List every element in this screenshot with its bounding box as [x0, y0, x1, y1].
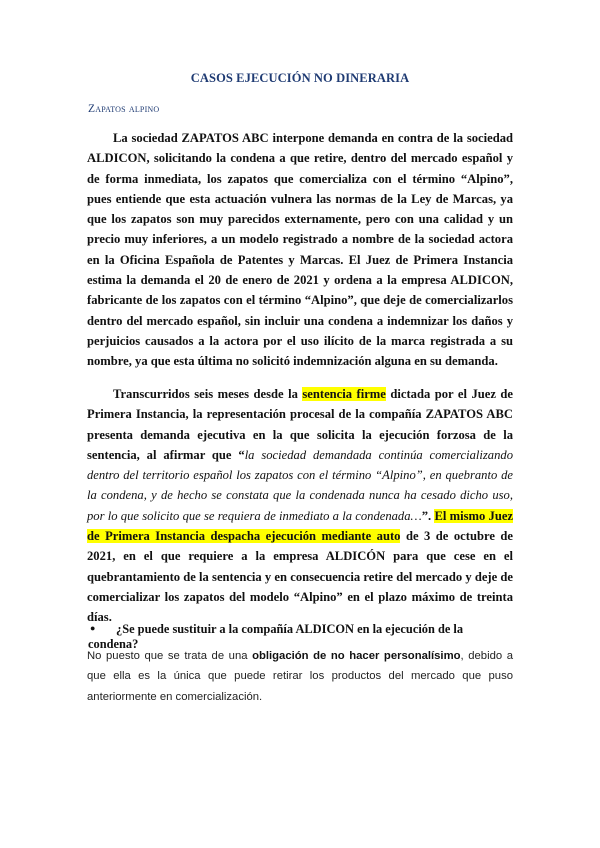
paragraph-2-text-4: de 3 de octubre de 2021, en el que requiere a la empresa ALDICÓN para que cese en el quebrantamiento de la sentencia y en consecuencia retire del mercado y deje de comercializar los zapatos del modelo “Alpino” en el plazo máximo de treinta días. [87, 529, 513, 625]
case-paragraph-1: La sociedad ZAPATOS ABC interpone demanda en contra de la sociedad ALDICON, solicitando la condena a que retire, dentro del mercado español y de forma inmediata, los zapatos que comercializa con el término “Alpino”, pues entiende que esta actuación vulnera las normas de la Ley de Marcas, ya que los zapatos son muy parecidos externamente, pero con una calidad y un precio muy inferiores, a un modelo registrado a nombre de la sociedad actora en la Oficina Española de Patentes y Marcas. El Juez de Primera Instancia estima la demanda el 20 de enero de 2021 y ordena a la empresa ALDICON, fabricante de los zapatos con el término “Alpino”, que deje de comercializarlos dentro del mercado español, sin incluir una condena a indemnizar los daños y perjuicios causados a la actora por el uso ilícito de la marca registrada a su nombre, ya que esta última no solicitó indemnización alguna en su demanda. [87, 131, 513, 369]
case-subtitle: Zapatos alpino [88, 103, 160, 115]
answer-bold: obligación de no hacer personalísimo [252, 650, 461, 662]
paragraph-2-text-3: ”. [421, 508, 435, 523]
case-paragraph-2 [87, 384, 513, 628]
answer-text-2: , debido a que ella es la única que puede retirar los productos del mercado que puso anteriormente en comercialización. [87, 650, 513, 703]
highlight-sentencia-firme: sentencia firme [302, 387, 386, 401]
paragraph-2-quote: la sociedad demandada continúa comercializando dentro del territorio español los zapatos con el término “Alpino”, en quebranto de la condena, y de hecho se constata que la condenada nunca ha cesado dicho uso, por lo que solicito que se requiera de inmediato a la condenada… [87, 447, 513, 523]
answer-text-1: No puesto que se trata de una [87, 650, 253, 662]
paragraph-2-text-2: dictada por el Juez de Primera Instancia, la representación procesal de la compañía ZAPATOS ABC presenta demanda ejecutiva en la que solicita la ejecución forzosa de la sentencia, al afirmar que “ [87, 387, 513, 462]
paragraph-2-text-1: Transcurridos seis meses desde la [113, 387, 303, 401]
answer-paragraph [87, 646, 513, 707]
bullet-icon: ● [90, 623, 96, 633]
question-text: ¿Se puede sustituir a la compañía ALDICON en la ejecución de la condena? [88, 622, 464, 651]
highlight-despacha-ejecucion: El mismo Juez de Primera Instancia despacha ejecución mediante auto [87, 508, 514, 544]
document-title: CASOS EJECUCIÓN NO DINERARIA [190, 71, 410, 85]
